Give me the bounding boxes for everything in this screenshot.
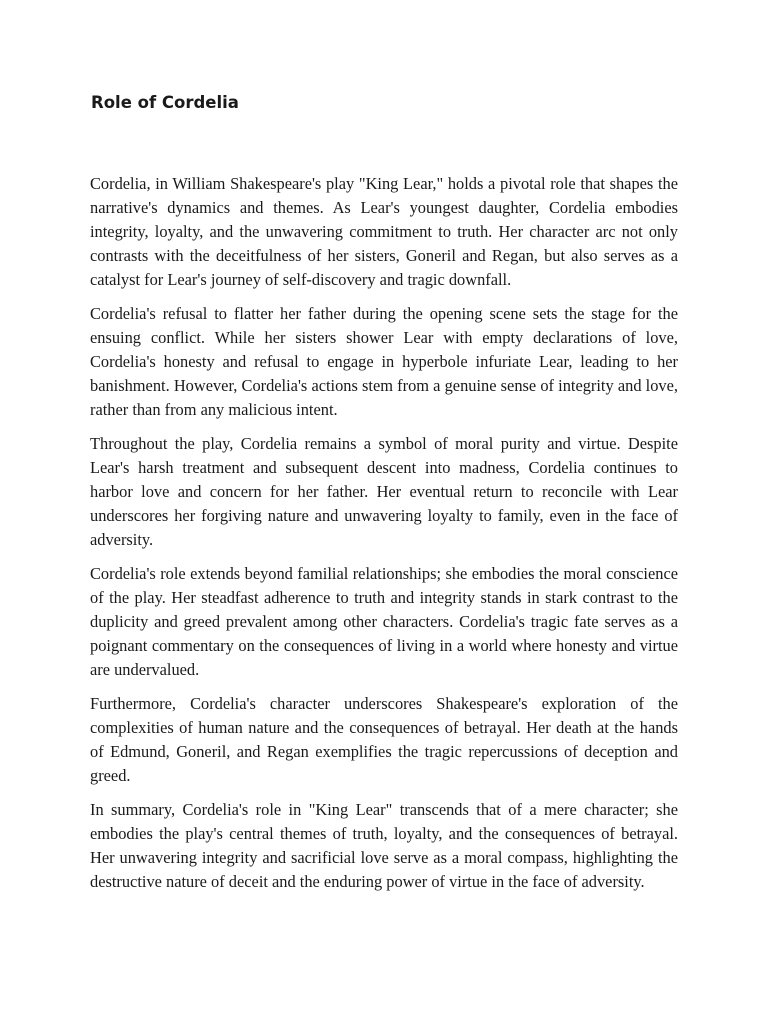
paragraph-intro: Cordelia, in William Shakespeare's play "King Lear," holds a pivotal role that shapes the narrative's dynamics and themes. As Lear's youngest daughter, Cordelia embodies integrity, loyalty, and the unwavering commitment to truth. Her character arc not only contrasts with the deceitfulness of her sisters, Goneril and Regan, but also serves as a catalyst for Lear's journey of self-discovery and tragic downfall. <box>90 174 678 289</box>
paragraph-betrayal: Furthermore, Cordelia's character underscores Shakespeare's exploration of the complexities of human nature and the consequences of betrayal. Her death at the hands of Edmund, Goneril, and Regan exemplifies the tragic repercussions of deception and greed. <box>90 694 678 785</box>
document-title: Role of Cordelia <box>91 93 239 112</box>
paragraph-virtue: Throughout the play, Cordelia remains a symbol of moral purity and virtue. Despite Lear's harsh treatment and subsequent descent into madness, Cordelia continues to harbor love and concern for her father. Her eventual return to reconcile with Lear underscores her forgiving nature and unwavering loyalty to family, even in the face of adversity. <box>90 434 678 549</box>
paragraph-refusal: Cordelia's refusal to flatter her father during the opening scene sets the stage for the ensuing conflict. While her sisters shower Lear with empty declarations of love, Cordelia's honesty and refusal to engage in hyperbole infuriate Lear, leading to her banishment. However, Cordelia's actions stem from a genuine sense of integrity and love, rather than from any malicious intent. <box>90 304 678 419</box>
paragraph-summary: In summary, Cordelia's role in "King Lear" transcends that of a mere character; she embodies the play's central themes of truth, loyalty, and the consequences of betrayal. Her unwavering integrity and sacrificial love serve as a moral compass, highlighting the destructive nature of deceit and the enduring power of virtue in the face of adversity. <box>90 800 678 891</box>
document-body <box>90 172 678 904</box>
paragraph-moral-conscience: Cordelia's role extends beyond familial relationships; she embodies the moral conscience of the play. Her steadfast adherence to truth and integrity stands in stark contrast to the duplicity and greed prevalent among other characters. Cordelia's tragic fate serves as a poignant commentary on the consequences of living in a world where honesty and virtue are undervalued. <box>90 564 678 679</box>
